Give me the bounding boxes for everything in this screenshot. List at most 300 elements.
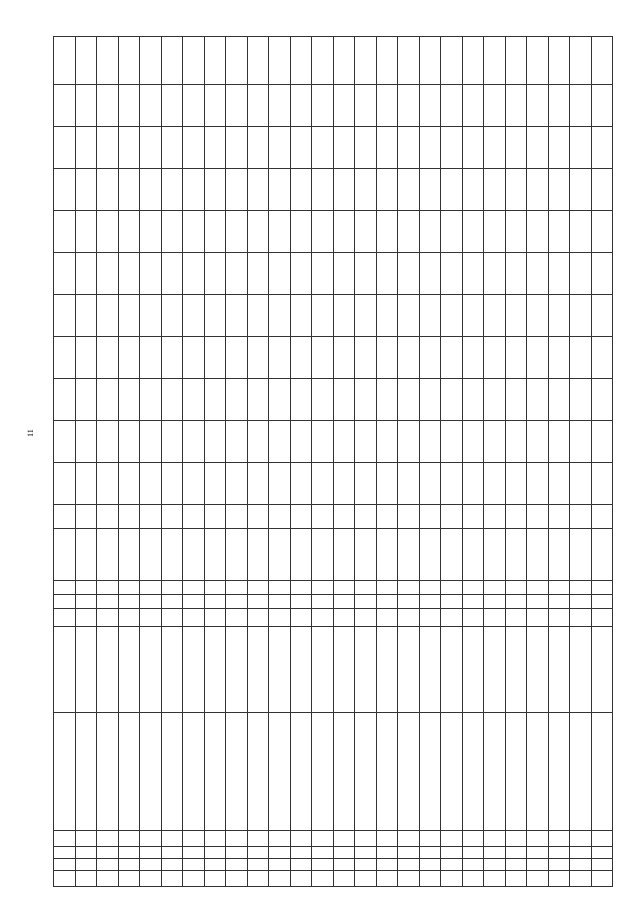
table-cell bbox=[570, 831, 592, 847]
table-cell bbox=[355, 609, 377, 627]
table-cell bbox=[376, 831, 398, 847]
table-cell bbox=[290, 859, 312, 871]
table-cell bbox=[226, 85, 248, 127]
table-cell bbox=[118, 581, 140, 595]
table-cell bbox=[97, 127, 119, 169]
table-cell bbox=[269, 713, 291, 831]
table-cell bbox=[161, 37, 183, 85]
table-cell bbox=[398, 859, 420, 871]
table-cell bbox=[462, 211, 484, 253]
table-cell bbox=[462, 169, 484, 211]
table-cell bbox=[484, 379, 506, 421]
table-cell bbox=[441, 85, 463, 127]
table-cell bbox=[355, 529, 377, 581]
table-cell bbox=[140, 421, 162, 463]
table-cell bbox=[247, 609, 269, 627]
table-cell bbox=[505, 463, 527, 505]
table-cell bbox=[570, 609, 592, 627]
table-cell bbox=[54, 463, 76, 505]
table-cell bbox=[333, 211, 355, 253]
table-cell bbox=[333, 421, 355, 463]
table-cell bbox=[290, 581, 312, 595]
table-row bbox=[484, 37, 506, 887]
table-cell bbox=[419, 713, 441, 831]
table-cell bbox=[527, 581, 549, 595]
table-row bbox=[97, 37, 119, 887]
table-cell bbox=[226, 581, 248, 595]
table-cell bbox=[54, 871, 76, 887]
table-cell bbox=[75, 505, 97, 529]
table-cell bbox=[269, 85, 291, 127]
table-cell bbox=[398, 505, 420, 529]
table-cell bbox=[355, 581, 377, 595]
table-cell bbox=[54, 85, 76, 127]
table-cell bbox=[312, 463, 334, 505]
table-cell bbox=[419, 169, 441, 211]
table-cell bbox=[333, 859, 355, 871]
table-cell bbox=[419, 529, 441, 581]
table-cell bbox=[570, 847, 592, 859]
table-cell bbox=[183, 847, 205, 859]
table-cell bbox=[591, 127, 613, 169]
table-cell bbox=[441, 529, 463, 581]
table-row bbox=[290, 37, 312, 887]
table-row bbox=[312, 37, 334, 887]
table-row bbox=[527, 37, 549, 887]
table-cell bbox=[54, 37, 76, 85]
table-cell bbox=[570, 211, 592, 253]
table-cell bbox=[161, 463, 183, 505]
table-cell bbox=[376, 211, 398, 253]
table-cell bbox=[333, 847, 355, 859]
table-cell bbox=[140, 337, 162, 379]
table-cell bbox=[312, 581, 334, 595]
table-cell bbox=[54, 337, 76, 379]
table-row bbox=[376, 37, 398, 887]
table-cell bbox=[333, 831, 355, 847]
table-row bbox=[355, 37, 377, 887]
table-cell bbox=[333, 337, 355, 379]
table-cell bbox=[548, 713, 570, 831]
table-cell bbox=[398, 379, 420, 421]
table-cell bbox=[183, 337, 205, 379]
table-cell bbox=[161, 859, 183, 871]
table-cell bbox=[527, 421, 549, 463]
table-cell bbox=[140, 295, 162, 337]
table-cell bbox=[118, 463, 140, 505]
table-cell bbox=[204, 505, 226, 529]
table-cell bbox=[140, 581, 162, 595]
table-cell bbox=[226, 379, 248, 421]
table-cell bbox=[312, 627, 334, 713]
table-cell bbox=[140, 505, 162, 529]
table-cell bbox=[290, 463, 312, 505]
table-cell bbox=[97, 295, 119, 337]
table-cell bbox=[376, 713, 398, 831]
table-cell bbox=[548, 85, 570, 127]
table-cell bbox=[140, 609, 162, 627]
table-cell bbox=[247, 295, 269, 337]
table-cell bbox=[204, 871, 226, 887]
table-cell bbox=[441, 253, 463, 295]
table-cell bbox=[54, 295, 76, 337]
table-cell bbox=[312, 505, 334, 529]
table-cell bbox=[75, 581, 97, 595]
table-cell bbox=[269, 253, 291, 295]
table-cell bbox=[548, 253, 570, 295]
table-cell bbox=[333, 127, 355, 169]
table-cell bbox=[333, 85, 355, 127]
table-cell bbox=[183, 581, 205, 595]
table-cell bbox=[290, 847, 312, 859]
table-cell bbox=[441, 627, 463, 713]
table-cell bbox=[97, 831, 119, 847]
table-cell bbox=[226, 595, 248, 609]
table-cell bbox=[247, 595, 269, 609]
table-cell bbox=[527, 253, 549, 295]
table-cell bbox=[484, 847, 506, 859]
table-cell bbox=[570, 85, 592, 127]
table-cell bbox=[204, 595, 226, 609]
table-cell bbox=[312, 609, 334, 627]
table-cell bbox=[527, 871, 549, 887]
table-cell bbox=[505, 713, 527, 831]
table-cell bbox=[75, 529, 97, 581]
table-cell bbox=[484, 859, 506, 871]
table-cell bbox=[118, 85, 140, 127]
table-cell bbox=[75, 595, 97, 609]
table-cell bbox=[75, 847, 97, 859]
table-cell bbox=[462, 37, 484, 85]
table-cell bbox=[570, 713, 592, 831]
table-cell bbox=[398, 595, 420, 609]
table-cell bbox=[290, 609, 312, 627]
table-cell bbox=[97, 505, 119, 529]
table-cell bbox=[527, 379, 549, 421]
table-cell bbox=[548, 505, 570, 529]
table-row bbox=[570, 37, 592, 887]
table-cell bbox=[118, 379, 140, 421]
table-cell bbox=[97, 37, 119, 85]
table-cell bbox=[118, 609, 140, 627]
table-cell bbox=[591, 337, 613, 379]
table-cell bbox=[333, 609, 355, 627]
table-cell bbox=[290, 871, 312, 887]
table-cell bbox=[54, 421, 76, 463]
table-cell bbox=[441, 713, 463, 831]
table-cell bbox=[441, 127, 463, 169]
table-cell bbox=[462, 609, 484, 627]
table-cell bbox=[376, 505, 398, 529]
table-row bbox=[441, 37, 463, 887]
table-cell bbox=[548, 831, 570, 847]
table-cell bbox=[183, 379, 205, 421]
table-cell bbox=[140, 831, 162, 847]
table-cell bbox=[226, 871, 248, 887]
table-cell bbox=[398, 529, 420, 581]
table-cell bbox=[333, 169, 355, 211]
table-cell bbox=[591, 713, 613, 831]
table-cell bbox=[269, 595, 291, 609]
table-cell bbox=[161, 713, 183, 831]
table-cell bbox=[441, 871, 463, 887]
table-cell bbox=[312, 859, 334, 871]
table-cell bbox=[183, 253, 205, 295]
table-cell bbox=[484, 37, 506, 85]
table-cell bbox=[333, 295, 355, 337]
table-cell bbox=[75, 627, 97, 713]
table-cell bbox=[355, 713, 377, 831]
table-cell bbox=[591, 529, 613, 581]
table-cell bbox=[75, 169, 97, 211]
table-cell bbox=[441, 421, 463, 463]
table-cell bbox=[161, 253, 183, 295]
table-cell bbox=[484, 595, 506, 609]
table-cell bbox=[441, 847, 463, 859]
table-cell bbox=[204, 847, 226, 859]
table-cell bbox=[398, 169, 420, 211]
table-cell bbox=[183, 295, 205, 337]
table-cell bbox=[355, 295, 377, 337]
table-cell bbox=[247, 529, 269, 581]
table-cell bbox=[376, 85, 398, 127]
table-cell bbox=[183, 211, 205, 253]
table-cell bbox=[290, 127, 312, 169]
table-cell bbox=[226, 253, 248, 295]
table-cell bbox=[183, 609, 205, 627]
table-cell bbox=[161, 295, 183, 337]
table-cell bbox=[484, 831, 506, 847]
table-cell bbox=[54, 211, 76, 253]
table-cell bbox=[484, 713, 506, 831]
table-cell bbox=[398, 85, 420, 127]
table-cell bbox=[441, 169, 463, 211]
table-cell bbox=[118, 337, 140, 379]
table-cell bbox=[355, 871, 377, 887]
table-cell bbox=[505, 859, 527, 871]
table-cell bbox=[54, 379, 76, 421]
table-cell bbox=[441, 295, 463, 337]
table-cell bbox=[505, 581, 527, 595]
table-cell bbox=[333, 463, 355, 505]
table-cell bbox=[312, 211, 334, 253]
table-cell bbox=[54, 713, 76, 831]
table-cell bbox=[161, 847, 183, 859]
table-cell bbox=[333, 581, 355, 595]
table-cell bbox=[591, 581, 613, 595]
table-cell bbox=[591, 627, 613, 713]
table-cell bbox=[226, 127, 248, 169]
table-cell bbox=[376, 595, 398, 609]
table-cell bbox=[118, 871, 140, 887]
table-cell bbox=[183, 169, 205, 211]
table-cell bbox=[226, 831, 248, 847]
table-cell bbox=[570, 37, 592, 85]
table-cell bbox=[333, 627, 355, 713]
table-cell bbox=[505, 253, 527, 295]
table-cell bbox=[226, 505, 248, 529]
table-cell bbox=[333, 529, 355, 581]
table-cell bbox=[484, 871, 506, 887]
table-cell bbox=[54, 253, 76, 295]
table-cell bbox=[441, 211, 463, 253]
table-cell bbox=[204, 627, 226, 713]
table-cell bbox=[441, 831, 463, 847]
table-cell bbox=[312, 169, 334, 211]
table-cell bbox=[269, 627, 291, 713]
table-cell bbox=[54, 581, 76, 595]
table-cell bbox=[591, 421, 613, 463]
table-cell bbox=[355, 463, 377, 505]
table-cell bbox=[355, 169, 377, 211]
table-row bbox=[333, 37, 355, 887]
table-cell bbox=[548, 581, 570, 595]
table-cell bbox=[376, 169, 398, 211]
table-cell bbox=[376, 337, 398, 379]
table-cell bbox=[97, 847, 119, 859]
table-cell bbox=[570, 127, 592, 169]
table-cell bbox=[312, 421, 334, 463]
table-cell bbox=[226, 529, 248, 581]
table-cell bbox=[527, 713, 549, 831]
table-cell bbox=[462, 337, 484, 379]
table-cell bbox=[269, 337, 291, 379]
table-cell bbox=[419, 463, 441, 505]
table-cell bbox=[398, 127, 420, 169]
table-cell bbox=[204, 127, 226, 169]
table-cell bbox=[269, 831, 291, 847]
table-cell bbox=[376, 871, 398, 887]
table-cell bbox=[312, 253, 334, 295]
table-cell bbox=[161, 379, 183, 421]
table-cell bbox=[398, 831, 420, 847]
table-cell bbox=[376, 463, 398, 505]
table-cell bbox=[54, 847, 76, 859]
table-cell bbox=[484, 421, 506, 463]
table-cell bbox=[204, 85, 226, 127]
table-cell bbox=[312, 831, 334, 847]
table-cell bbox=[97, 859, 119, 871]
table-cell bbox=[548, 37, 570, 85]
table-cell bbox=[269, 295, 291, 337]
table-cell bbox=[312, 847, 334, 859]
table-cell bbox=[419, 295, 441, 337]
table-cell bbox=[247, 379, 269, 421]
table-cell bbox=[441, 609, 463, 627]
table-cell bbox=[140, 713, 162, 831]
table-cell bbox=[591, 463, 613, 505]
table-cell bbox=[398, 871, 420, 887]
table-cell bbox=[505, 595, 527, 609]
table-cell bbox=[118, 421, 140, 463]
table-cell bbox=[484, 609, 506, 627]
table-cell bbox=[441, 37, 463, 85]
table-cell bbox=[140, 37, 162, 85]
table-cell bbox=[247, 463, 269, 505]
table-cell bbox=[161, 581, 183, 595]
table-cell bbox=[548, 337, 570, 379]
table-cell bbox=[484, 127, 506, 169]
table-cell bbox=[398, 627, 420, 713]
table-cell bbox=[441, 379, 463, 421]
table-cell bbox=[312, 379, 334, 421]
table-cell bbox=[484, 337, 506, 379]
table-cell bbox=[204, 211, 226, 253]
table-cell bbox=[505, 127, 527, 169]
table-cell bbox=[140, 253, 162, 295]
table-cell bbox=[441, 859, 463, 871]
table-cell bbox=[505, 627, 527, 713]
table-cell bbox=[591, 859, 613, 871]
table-cell bbox=[484, 627, 506, 713]
table-cell bbox=[247, 871, 269, 887]
table-cell bbox=[419, 421, 441, 463]
table-cell bbox=[161, 127, 183, 169]
table-cell bbox=[355, 421, 377, 463]
table-cell bbox=[548, 127, 570, 169]
table-cell bbox=[398, 463, 420, 505]
table-cell bbox=[97, 379, 119, 421]
table-cell bbox=[419, 211, 441, 253]
table-cell bbox=[204, 337, 226, 379]
table-cell bbox=[505, 379, 527, 421]
table-cell bbox=[591, 253, 613, 295]
table-cell bbox=[183, 37, 205, 85]
table-cell bbox=[312, 529, 334, 581]
table-cell bbox=[290, 211, 312, 253]
table-cell bbox=[161, 529, 183, 581]
table-cell bbox=[376, 253, 398, 295]
table-cell bbox=[247, 85, 269, 127]
table-cell bbox=[161, 85, 183, 127]
table-cell bbox=[570, 871, 592, 887]
table-cell bbox=[75, 713, 97, 831]
table-cell bbox=[505, 211, 527, 253]
table-row bbox=[161, 37, 183, 887]
table-cell bbox=[183, 831, 205, 847]
table-cell bbox=[419, 581, 441, 595]
table-cell bbox=[247, 859, 269, 871]
table-cell bbox=[333, 505, 355, 529]
table-cell bbox=[527, 169, 549, 211]
table-cell bbox=[54, 127, 76, 169]
table-cell bbox=[290, 627, 312, 713]
table-cell bbox=[204, 379, 226, 421]
table-cell bbox=[183, 85, 205, 127]
table-cell bbox=[75, 463, 97, 505]
table-cell bbox=[333, 253, 355, 295]
table-cell bbox=[548, 379, 570, 421]
table-cell bbox=[226, 337, 248, 379]
table-cell bbox=[548, 859, 570, 871]
table-cell bbox=[312, 713, 334, 831]
table-cell bbox=[355, 859, 377, 871]
table-cell bbox=[97, 871, 119, 887]
table-cell bbox=[462, 127, 484, 169]
table-cell bbox=[54, 505, 76, 529]
table-row bbox=[269, 37, 291, 887]
table-cell bbox=[505, 871, 527, 887]
table-cell bbox=[75, 211, 97, 253]
table-cell bbox=[419, 627, 441, 713]
table-cell bbox=[290, 85, 312, 127]
table-cell bbox=[527, 627, 549, 713]
table-cell bbox=[161, 871, 183, 887]
table-cell bbox=[140, 529, 162, 581]
table-cell bbox=[140, 127, 162, 169]
table-cell bbox=[548, 595, 570, 609]
table-cell bbox=[441, 581, 463, 595]
